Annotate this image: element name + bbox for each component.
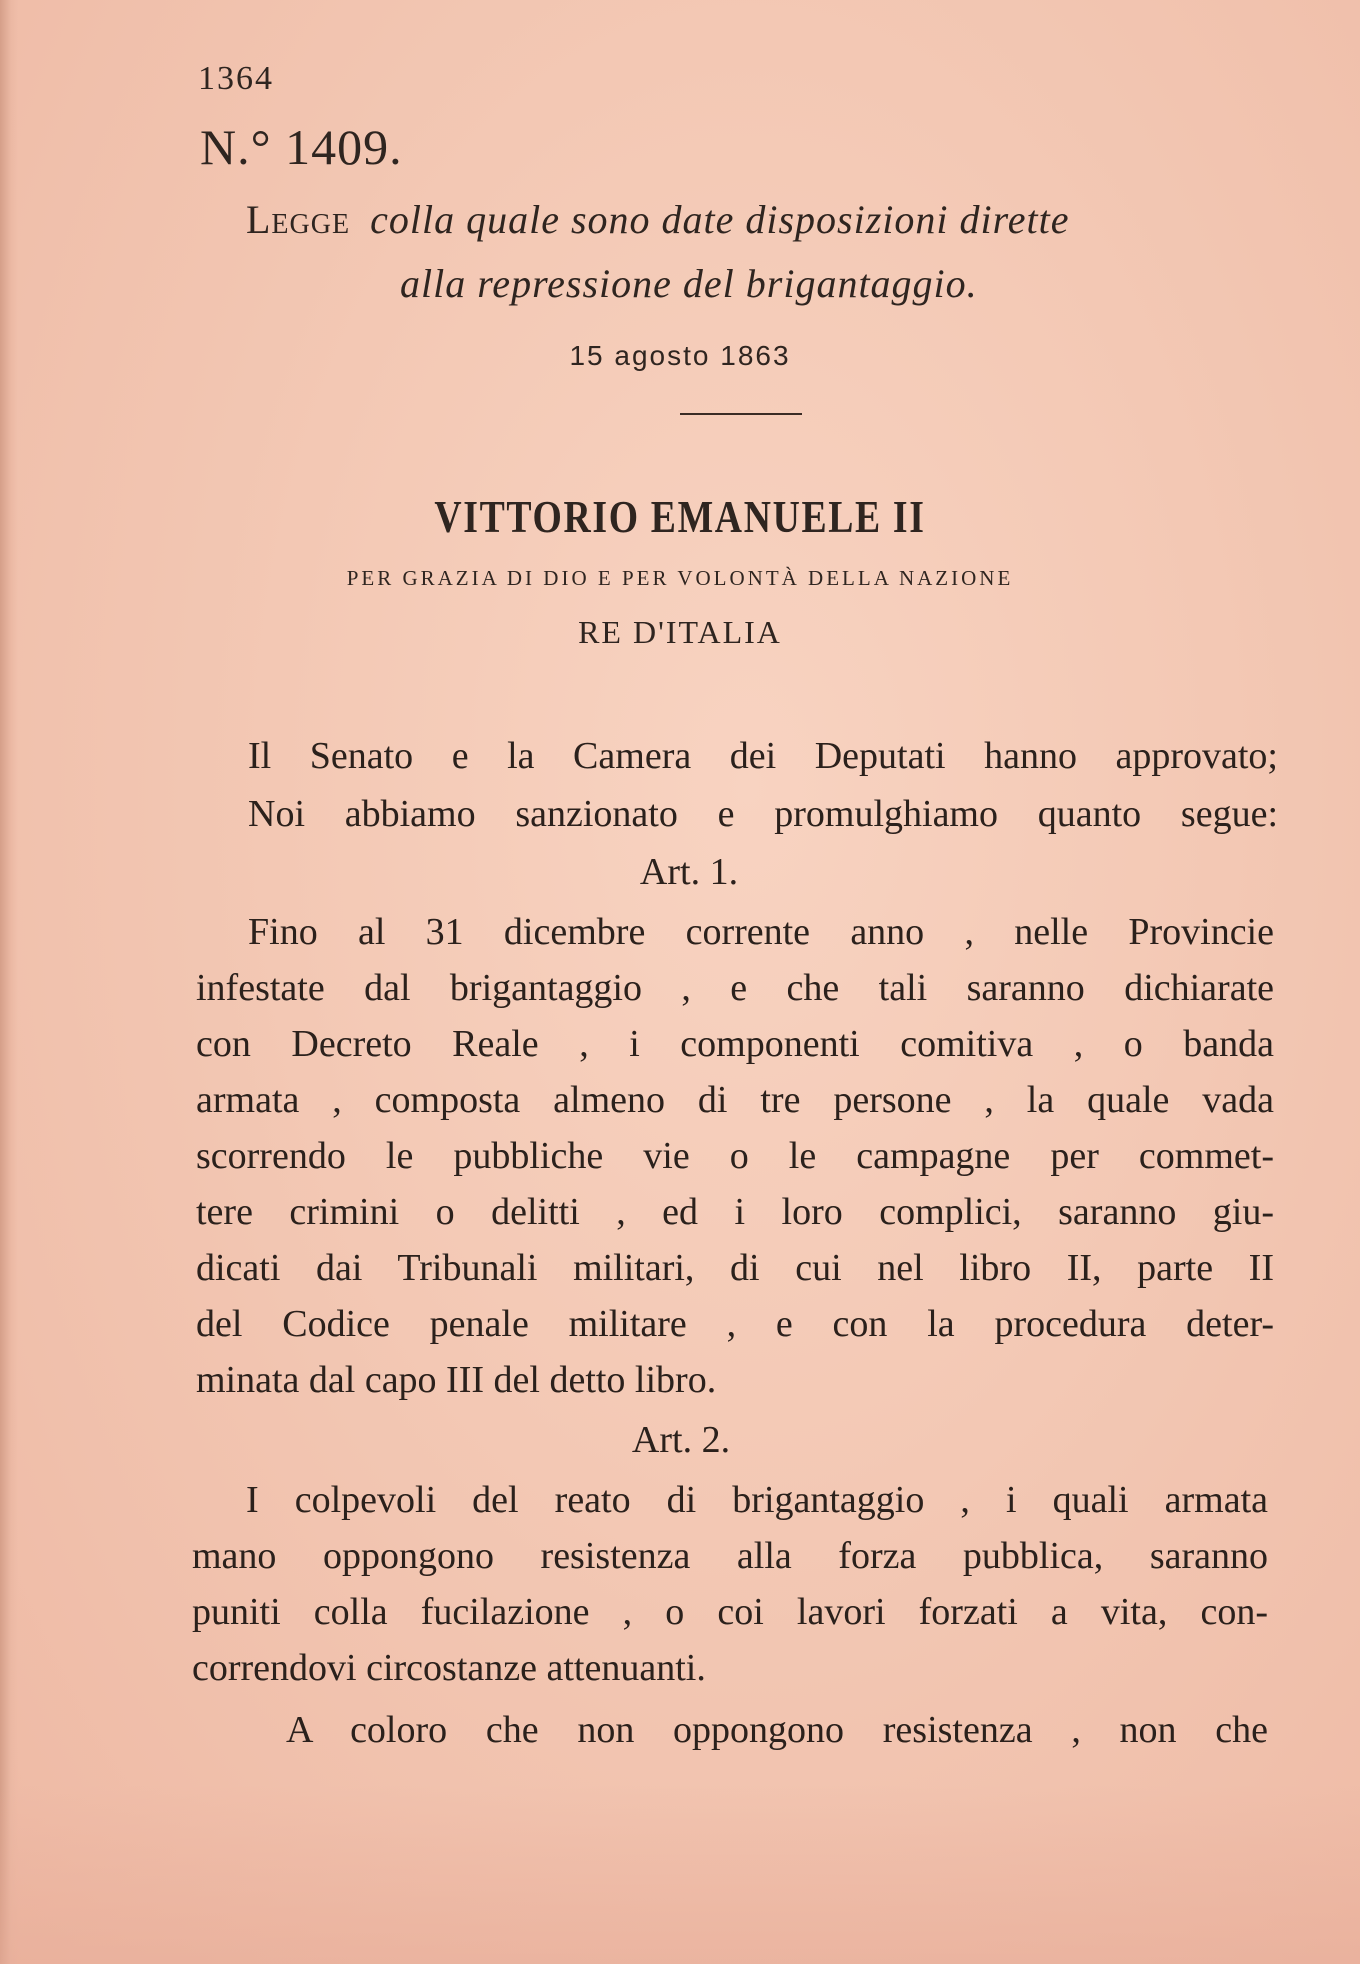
law-title-line-2: alla repressione del brigantaggio.: [400, 261, 978, 306]
article-line: scorrendo le pubbliche vie o le campagne per commet-: [196, 1135, 1274, 1177]
page-shadow: [0, 1784, 1360, 1964]
page-number: 1364: [198, 60, 274, 97]
law-kind: Legge: [246, 197, 351, 242]
law-title-text: colla quale sono date disposizioni dirette: [370, 197, 1070, 242]
law-title-line-1: [246, 196, 1069, 243]
preamble-line: Il Senato e la Camera dei Deputati hanno approvato;: [248, 735, 1278, 777]
article-line: dicati dai Tribunali militari, di cui nel libro II, parte II: [196, 1247, 1274, 1289]
sovereign-name: VITTORIO EMANUELE II: [434, 491, 926, 542]
article-line: I colpevoli del reato di brigantaggio , i quali armata: [246, 1479, 1268, 1521]
article-line: A coloro che non oppongono resistenza , non che: [286, 1709, 1268, 1751]
section-divider: [680, 413, 802, 415]
sovereign-title: RE D'ITALIA: [578, 614, 782, 650]
article-heading: Art. 2.: [631, 1419, 731, 1461]
article-line: infestate dal brigantaggio , e che tali saranno dichiarate: [196, 967, 1274, 1009]
preamble-line: Noi abbiamo sanzionato e promulghiamo quanto segue:: [248, 793, 1278, 835]
article-heading: Art. 1.: [639, 851, 739, 893]
article-line: tere crimini o delitti , ed i loro complici, saranno giu-: [196, 1191, 1274, 1233]
article-line: puniti colla fucilazione , o coi lavori forzati a vita, con-: [192, 1591, 1268, 1633]
article-line: armata , composta almeno di tre persone , la quale vada: [196, 1079, 1274, 1121]
article-line: Fino al 31 dicembre corrente anno , nelle Provincie: [248, 911, 1274, 953]
sovereign-grace: PER GRAZIA DI DIO E PER VOLONTÀ DELLA NAZIONE: [346, 566, 1014, 590]
page-binding-edge: [0, 0, 18, 1964]
law-number: N.° 1409.: [200, 119, 403, 175]
article-line: correndovi circostanze attenuanti.: [192, 1647, 706, 1689]
article-line: minata dal capo III del detto libro.: [196, 1359, 717, 1401]
article-line: con Decreto Reale , i componenti comitiva , o banda: [196, 1023, 1274, 1065]
law-date: 15 agosto 1863: [569, 340, 791, 371]
article-line: mano oppongono resistenza alla forza pubblica, saranno: [192, 1535, 1268, 1577]
article-line: del Codice penale militare , e con la procedura deter-: [196, 1303, 1274, 1345]
